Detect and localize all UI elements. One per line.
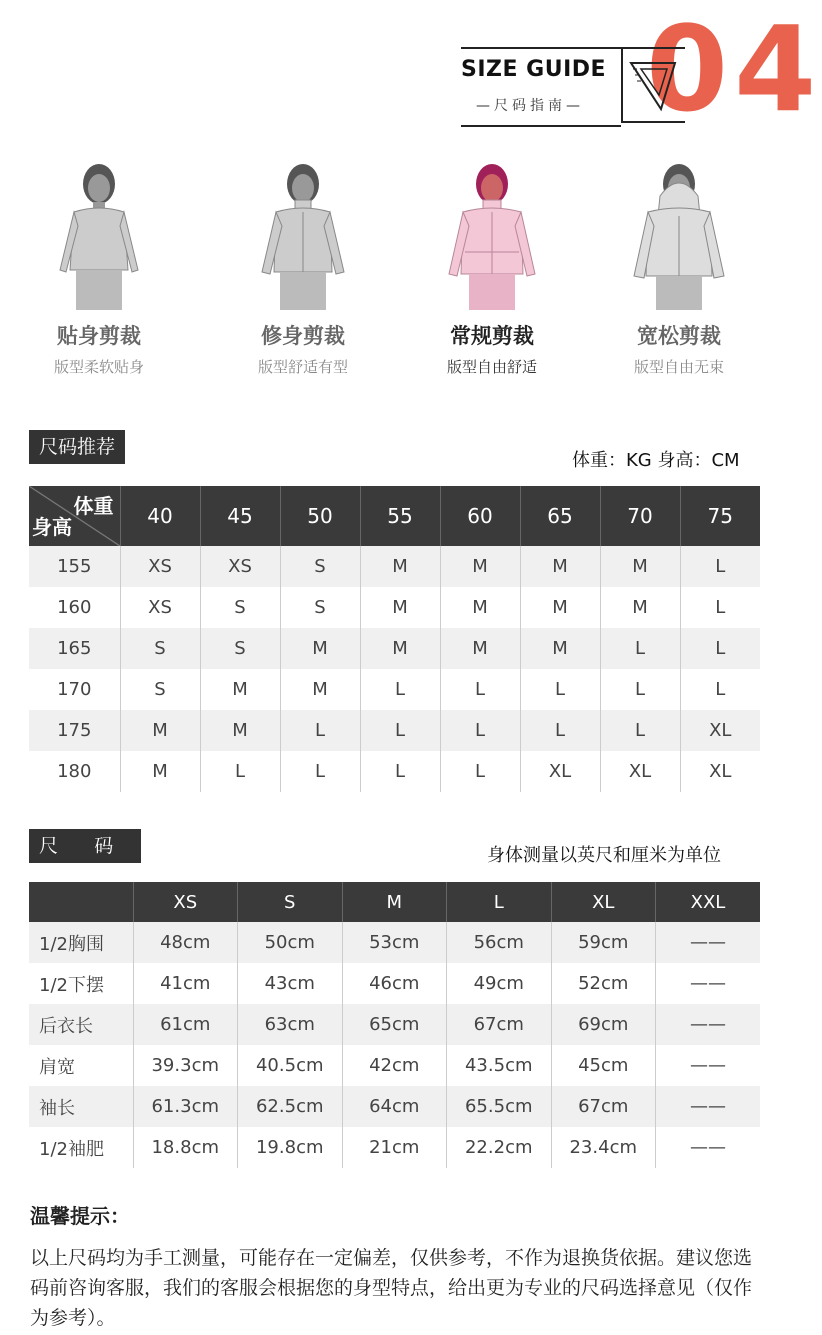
measure-cell: 56cm bbox=[447, 922, 552, 963]
measure-cell: 65cm bbox=[342, 1004, 447, 1045]
measure-cell: —— bbox=[656, 1086, 761, 1127]
measure-cell: 43cm bbox=[238, 963, 343, 1004]
measure-cell: 39.3cm bbox=[133, 1045, 238, 1086]
size-cell: M bbox=[280, 628, 360, 669]
weight-header: 60 bbox=[440, 486, 520, 546]
table-row bbox=[29, 546, 760, 587]
size-header: XL bbox=[551, 882, 656, 922]
size-cell: L bbox=[680, 628, 760, 669]
measure-cell: 40.5cm bbox=[238, 1045, 343, 1086]
size-cell: M bbox=[360, 546, 440, 587]
section-number: 04 bbox=[646, 0, 822, 138]
measure-cell: 42cm bbox=[342, 1045, 447, 1086]
size-cell: M bbox=[520, 587, 600, 628]
measure-cell: 67cm bbox=[447, 1004, 552, 1045]
size-cell: L bbox=[680, 669, 760, 710]
size-cell: S bbox=[120, 669, 200, 710]
size-cell: M bbox=[520, 546, 600, 587]
measure-cell: 50cm bbox=[238, 922, 343, 963]
measure-cell: —— bbox=[656, 1045, 761, 1086]
size-header: XXL bbox=[656, 882, 761, 922]
measure-cell: 45cm bbox=[551, 1045, 656, 1086]
corner-cell bbox=[29, 882, 133, 922]
fit-name: 修身剪裁 bbox=[261, 324, 345, 348]
fit-option-slim bbox=[223, 160, 383, 377]
height-cell: 170 bbox=[57, 679, 92, 700]
fit-name: 常规剪裁 bbox=[450, 324, 534, 348]
measure-cell: 53cm bbox=[342, 922, 447, 963]
size-cell: M bbox=[360, 628, 440, 669]
height-label: 身高 bbox=[32, 515, 72, 539]
measure-cell: 61cm bbox=[133, 1004, 238, 1045]
table-row bbox=[29, 1045, 760, 1086]
measure-cell: —— bbox=[656, 1004, 761, 1045]
height-cell: 155 bbox=[29, 546, 120, 587]
table-row bbox=[29, 1127, 760, 1168]
weight-header: 70 bbox=[600, 486, 680, 546]
size-cell: XL bbox=[680, 751, 760, 792]
measure-cell: 21cm bbox=[342, 1127, 447, 1168]
fit-desc: 版型自由舒适 bbox=[446, 358, 537, 376]
corner-cell bbox=[29, 486, 120, 546]
header-title: SIZE GUIDE bbox=[461, 57, 607, 82]
measure-cell: 69cm bbox=[551, 1004, 656, 1045]
measure-label: 袖长 bbox=[29, 1086, 133, 1127]
size-cell: M bbox=[600, 587, 680, 628]
measure-cell: 59cm bbox=[551, 922, 656, 963]
size-cell: M bbox=[440, 546, 520, 587]
size-cell: L bbox=[280, 751, 360, 792]
size-cell: S bbox=[200, 628, 280, 669]
size-cell: L bbox=[360, 669, 440, 710]
table-row bbox=[29, 628, 760, 669]
size-cell: XS bbox=[120, 546, 200, 587]
table-row bbox=[29, 1004, 760, 1045]
size-header: XS bbox=[133, 882, 238, 922]
table-row bbox=[29, 751, 760, 792]
fit-desc: 版型自由无束 bbox=[633, 358, 724, 376]
skin-fit-figure-icon bbox=[44, 160, 154, 310]
weight-label: 体重 bbox=[73, 494, 114, 518]
size-cell: XL bbox=[680, 710, 760, 751]
size-cell: S bbox=[280, 546, 360, 587]
size-cell: L bbox=[600, 710, 680, 751]
height-cell: 180 bbox=[57, 761, 92, 782]
fit-desc: 版型柔软贴身 bbox=[53, 358, 144, 376]
table-row bbox=[29, 669, 760, 710]
ruler-triangle-icon bbox=[621, 47, 685, 123]
measure-unit-note: 身体测量以英尺和厘米为单位 bbox=[487, 845, 721, 866]
measure-cell: 43.5cm bbox=[447, 1045, 552, 1086]
measure-cell: 41cm bbox=[133, 963, 238, 1004]
loose-fit-figure-icon bbox=[624, 160, 734, 310]
regular-fit-figure-icon bbox=[437, 160, 547, 310]
size-cell: M bbox=[120, 751, 200, 792]
table-row bbox=[29, 710, 760, 751]
size-cell: XL bbox=[520, 751, 600, 792]
size-cell: M bbox=[440, 587, 520, 628]
measure-cell: 64cm bbox=[342, 1086, 447, 1127]
weight-header: 65 bbox=[520, 486, 600, 546]
height-cell: 165 bbox=[29, 628, 120, 669]
tips-title: 温馨提示： bbox=[30, 1204, 130, 1228]
table-row bbox=[29, 922, 760, 963]
size-cell: S bbox=[200, 587, 280, 628]
size-cell: L bbox=[200, 751, 280, 792]
size-cell: L bbox=[280, 710, 360, 751]
size-cell: M bbox=[200, 710, 280, 751]
size-cell: L bbox=[680, 587, 760, 628]
fit-option-skin bbox=[19, 160, 179, 377]
fit-option-loose bbox=[599, 160, 759, 377]
weight-header: 40 bbox=[120, 486, 200, 546]
measure-cell: —— bbox=[656, 922, 761, 963]
measure-cell: 48cm bbox=[133, 922, 238, 963]
size-cell: M bbox=[440, 628, 520, 669]
measure-cell: —— bbox=[656, 963, 761, 1004]
measure-cell: 19.8cm bbox=[238, 1127, 343, 1168]
height-cell: 175 bbox=[29, 710, 120, 751]
table-row bbox=[29, 963, 760, 1004]
measure-cell: 46cm bbox=[342, 963, 447, 1004]
weight-header: 55 bbox=[360, 486, 440, 546]
weight-header: 75 bbox=[680, 486, 760, 546]
size-cell: L bbox=[440, 751, 520, 792]
size-guide-header bbox=[461, 47, 621, 127]
fit-name: 贴身剪裁 bbox=[57, 324, 141, 348]
size-cell: L bbox=[520, 710, 600, 751]
size-cell: XL bbox=[600, 751, 680, 792]
size-header: M bbox=[342, 882, 447, 922]
measure-tag: 尺 码 bbox=[29, 829, 141, 863]
size-cell: XS bbox=[120, 587, 200, 628]
measure-cell: 22.2cm bbox=[447, 1127, 552, 1168]
measure-label: 后衣长 bbox=[29, 1004, 133, 1045]
size-cell: L bbox=[520, 669, 600, 710]
measure-cell: —— bbox=[656, 1127, 761, 1168]
size-header: L bbox=[447, 882, 552, 922]
size-cell: S bbox=[280, 587, 360, 628]
measure-label: 肩宽 bbox=[39, 1056, 75, 1078]
size-cell: M bbox=[520, 628, 600, 669]
slim-fit-figure-icon bbox=[248, 160, 358, 310]
size-recommend-table bbox=[29, 486, 760, 792]
size-cell: L bbox=[440, 710, 520, 751]
measure-label: 1/2袖肥 bbox=[39, 1138, 104, 1160]
measure-label: 1/2胸围 bbox=[29, 922, 133, 963]
size-cell: L bbox=[440, 669, 520, 710]
fit-name: 宽松剪裁 bbox=[637, 324, 721, 348]
size-cell: L bbox=[360, 710, 440, 751]
table-header-row bbox=[29, 486, 760, 546]
size-cell: M bbox=[120, 710, 200, 751]
measure-cell: 62.5cm bbox=[238, 1086, 343, 1127]
weight-header: 50 bbox=[280, 486, 360, 546]
size-cell: S bbox=[120, 628, 200, 669]
weight-header: 45 bbox=[200, 486, 280, 546]
size-header: S bbox=[238, 882, 343, 922]
recommend-unit-note: 体重：KG 身高：CM bbox=[572, 450, 740, 471]
measure-label: 1/2下摆 bbox=[39, 974, 104, 996]
size-cell: L bbox=[360, 751, 440, 792]
measurement-table bbox=[29, 882, 760, 1168]
size-cell: L bbox=[600, 628, 680, 669]
table-row bbox=[29, 1086, 760, 1127]
size-cell: M bbox=[600, 546, 680, 587]
tips-text: 以上尺码均为手工测量，可能存在一定偏差，仅供参考，不作为退换货依据。建议您选码前咨询客服，我们的客服会根据您的身型特点，给出更为专业的尺码选择意见（仅作为参考）。 bbox=[30, 1247, 753, 1329]
measure-cell: 65.5cm bbox=[447, 1086, 552, 1127]
measure-cell: 61.3cm bbox=[133, 1086, 238, 1127]
header-subtitle: —尺码指南— bbox=[476, 98, 584, 114]
table-row bbox=[29, 587, 760, 628]
measure-cell: 52cm bbox=[551, 963, 656, 1004]
measure-cell: 18.8cm bbox=[133, 1127, 238, 1168]
height-cell: 160 bbox=[57, 597, 92, 618]
size-cell: M bbox=[360, 587, 440, 628]
size-recommend-tag: 尺码推荐 bbox=[29, 430, 125, 464]
size-cell: L bbox=[680, 546, 760, 587]
size-cell: M bbox=[200, 669, 280, 710]
size-cell: L bbox=[600, 669, 680, 710]
size-cell: M bbox=[280, 669, 360, 710]
measure-cell: 63cm bbox=[238, 1004, 343, 1045]
fit-desc: 版型舒适有型 bbox=[257, 358, 348, 376]
measure-cell: 67cm bbox=[551, 1086, 656, 1127]
measure-cell: 49cm bbox=[447, 963, 552, 1004]
table-header-row bbox=[29, 882, 760, 922]
fit-option-regular bbox=[412, 160, 572, 377]
size-cell: XS bbox=[200, 546, 280, 587]
measure-cell: 23.4cm bbox=[551, 1127, 656, 1168]
